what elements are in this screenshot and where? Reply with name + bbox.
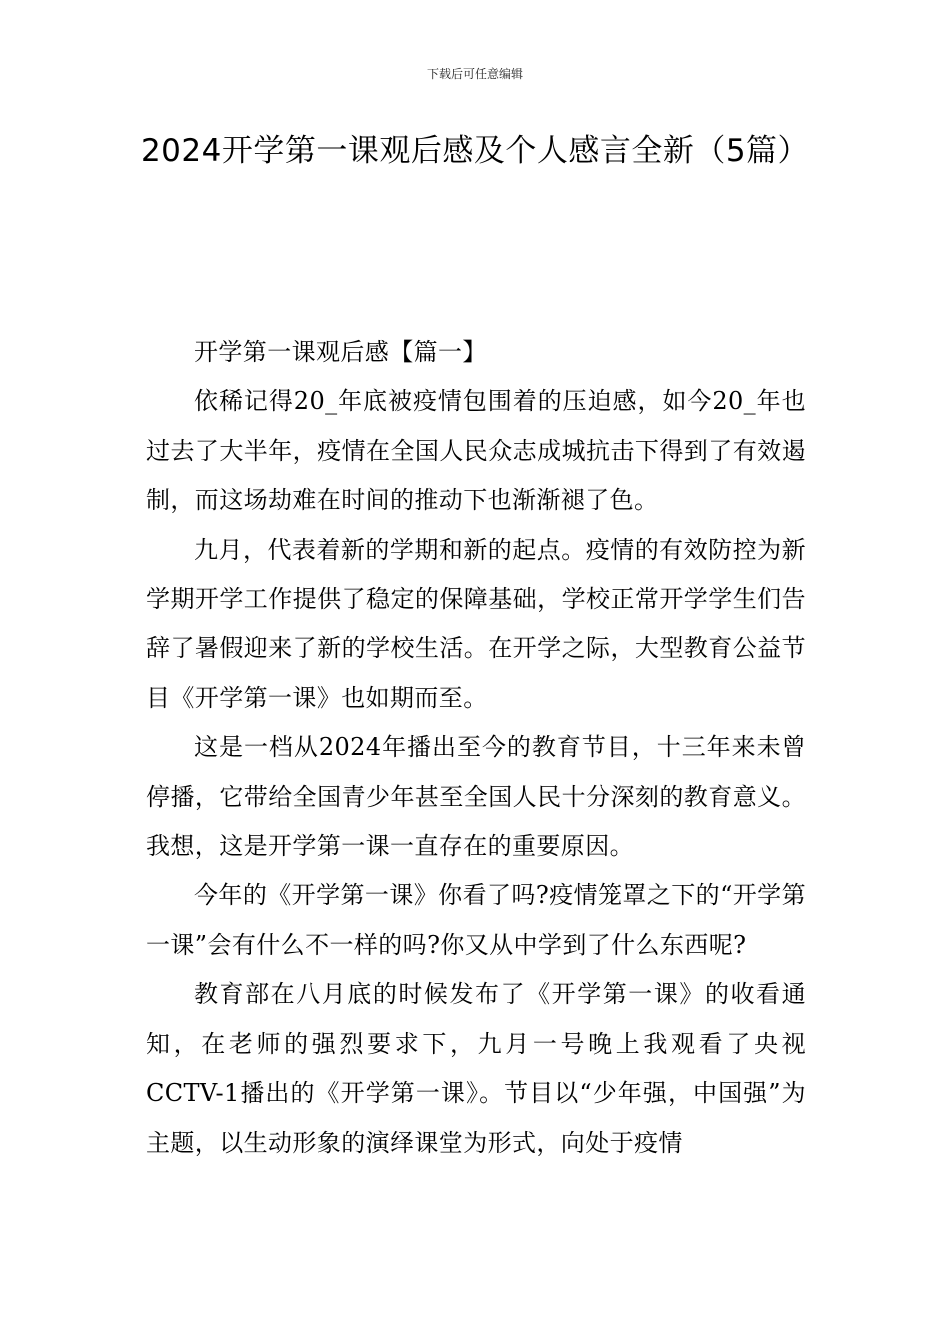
paragraph: 今年的《开学第一课》你看了吗?疫情笼罩之下的“开学第一课”会有什么不一样的吗?你又从中学到了什么东西呢? xyxy=(146,881,806,959)
header-note: 下载后可任意编辑 xyxy=(426,67,523,81)
section-heading: 开学第一课观后感【篇一】 xyxy=(194,338,487,366)
document-title: 2024开学第一课观后感及个人感言全新（5篇） xyxy=(140,133,810,169)
paragraph: 教育部在八月底的时候发布了《开学第一课》的收看通知，在老师的强烈要求下，九月一号晚上我观看了央视CCTV-1播出的《开学第一课》。节目以“少年强，中国强”为主题，以生动形象的演绎课堂为形式，向处于疫情 xyxy=(146,980,806,1157)
paragraph: 依稀记得20_年底被疫情包围着的压迫感，如今20_年也过去了大半年，疫情在全国人民众志成城抗击下得到了有效遏制，而这场劫难在时间的推动下也渐渐褪了色。 xyxy=(146,387,806,515)
paragraph: 九月，代表着新的学期和新的起点。疫情的有效防控为新学期开学工作提供了稳定的保障基础，学校正常开学学生们告辞了暑假迎来了新的学校生活。在开学之际，大型教育公益节目《开学第一课》也如期而至。 xyxy=(146,535,806,712)
document-body xyxy=(146,328,806,1168)
paragraph: 这是一档从2024年播出至今的教育节目，十三年来未曾停播，它带给全国青少年甚至全国人民十分深刻的教育意义。我想，这是开学第一课一直存在的重要原因。 xyxy=(146,733,806,861)
